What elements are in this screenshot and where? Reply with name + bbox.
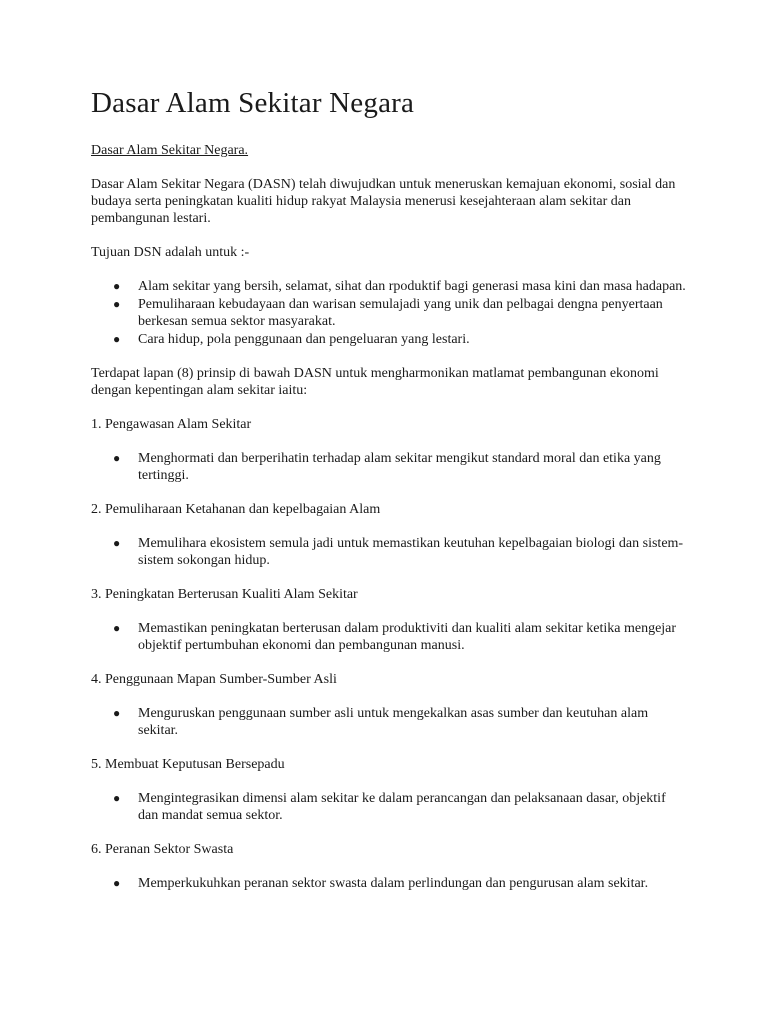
document-subtitle: Dasar Alam Sekitar Negara.	[91, 143, 249, 158]
principle-point	[113, 790, 688, 824]
principle-point	[113, 620, 688, 654]
principle-point	[113, 705, 688, 739]
bullet-icon: ●	[113, 621, 121, 635]
principle-point-text: Mengintegrasikan dimensi alam sekitar ke dalam perancangan dan pelaksanaan dasar, objektif dan mandat semua sektor.	[138, 791, 666, 823]
principle-point	[113, 875, 688, 892]
principle-points	[91, 790, 688, 824]
principle-heading: 5. Membuat Keputusan Bersepadu	[91, 757, 285, 772]
principle-points	[91, 535, 688, 569]
principle-point	[113, 450, 688, 484]
principle-points	[91, 705, 688, 739]
objective-text: Cara hidup, pola penggunaan dan pengeluaran yang lestari.	[138, 332, 470, 347]
bullet-icon: ●	[113, 706, 121, 720]
principle-heading: 3. Peningkatan Berterusan Kualiti Alam Sekitar	[91, 587, 358, 602]
principle-heading: 6. Peranan Sektor Swasta	[91, 842, 234, 857]
principle-point	[113, 535, 688, 569]
intro-paragraph: Dasar Alam Sekitar Negara (DASN) telah diwujudkan untuk meneruskan kemajuan ekonomi, sosial dan budaya serta peningkatan kualiti hidup rakyat Malaysia menerusi kesejahteraan alam sekitar dan pembangunan lestari.	[91, 177, 676, 226]
objectives-heading: Tujuan DSN adalah untuk :-	[91, 245, 250, 260]
objective-item	[113, 278, 688, 295]
principle-points	[91, 875, 688, 892]
principle-point-text: Menguruskan penggunaan sumber asli untuk mengekalkan asas sumber dan keutuhan alam sekitar.	[138, 706, 649, 738]
principle-points	[91, 620, 688, 654]
bullet-icon: ●	[113, 876, 121, 890]
bullet-icon: ●	[113, 332, 121, 346]
principle-point-text: Memulihara ekosistem semula jadi untuk memastikan keutuhan kepelbagaian biologi dan sistem-sistem sokongan hidup.	[138, 536, 684, 568]
bullet-icon: ●	[113, 791, 121, 805]
objective-item	[113, 331, 688, 348]
objectives-list	[91, 278, 688, 348]
principle-point-text: Menghormati dan berperihatin terhadap alam sekitar mengikut standard moral dan etika yang tertinggi.	[138, 451, 661, 483]
principle-points	[91, 450, 688, 484]
bullet-icon: ●	[113, 451, 121, 465]
bullet-icon: ●	[113, 279, 121, 293]
principle-heading: 4. Penggunaan Mapan Sumber-Sumber Asli	[91, 672, 337, 687]
principle-point-text: Memastikan peningkatan berterusan dalam produktiviti dan kualiti alam sekitar ketika mengejar objektif pertumbuhan ekonomi dan pembangunan manusi.	[138, 621, 677, 653]
bullet-icon: ●	[113, 297, 121, 311]
principle-heading: 2. Pemuliharaan Ketahanan dan kepelbagaian Alam	[91, 502, 381, 517]
document-title: Dasar Alam Sekitar Negara	[91, 87, 415, 119]
objective-item	[113, 296, 688, 330]
objective-text: Alam sekitar yang bersih, selamat, sihat dan rpoduktif bagi generasi masa kini dan masa hadapan.	[138, 279, 686, 294]
principles-intro: Terdapat lapan (8) prinsip di bawah DASN untuk mengharmonikan matlamat pembangunan ekonomi dengan kepentingan alam sekitar iaitu:	[91, 366, 659, 398]
principle-heading: 1. Pengawasan Alam Sekitar	[91, 417, 252, 432]
objective-text: Pemuliharaan kebudayaan dan warisan semulajadi yang unik dan pelbagai dengna penyertaan berkesan semua sektor masyarakat.	[138, 297, 663, 329]
principle-point-text: Memperkukuhkan peranan sektor swasta dalam perlindungan dan pengurusan alam sekitar.	[138, 876, 649, 891]
bullet-icon: ●	[113, 536, 121, 550]
